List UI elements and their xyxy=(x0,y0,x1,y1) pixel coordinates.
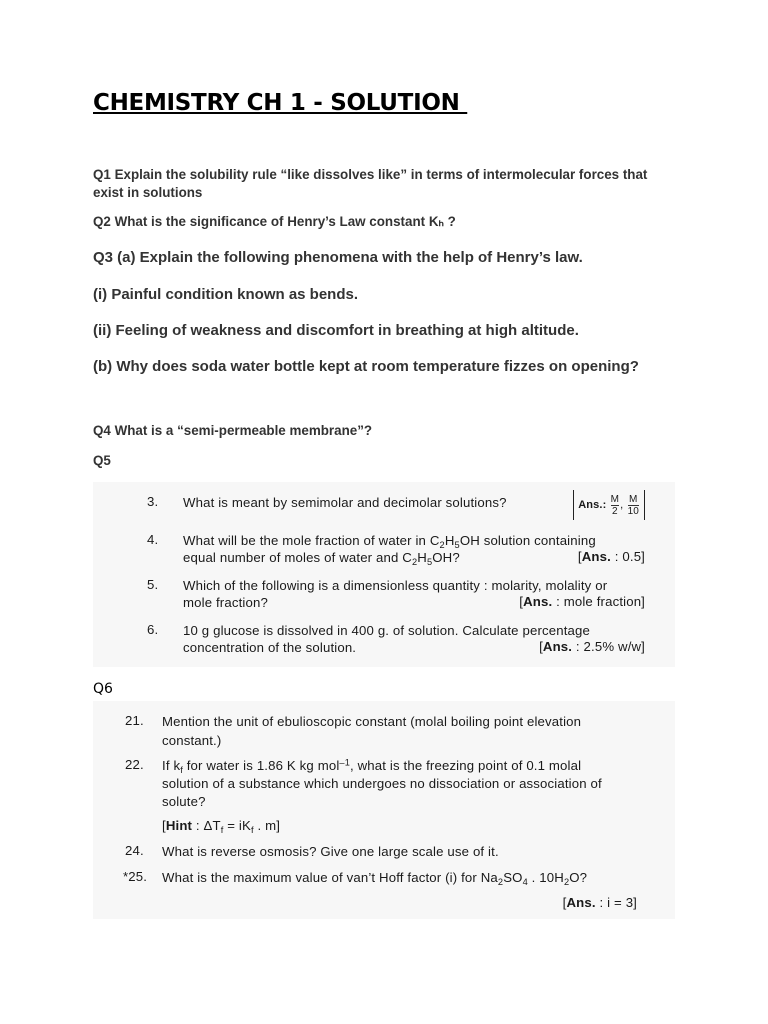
item-text: What is reverse osmosis? Give one large scale use of it. xyxy=(162,844,499,859)
item-text-line-2: constant.) xyxy=(162,733,222,748)
question-6-label: Q6 xyxy=(93,681,113,697)
question-3i: (i) Painful condition known as bends. xyxy=(93,286,359,303)
q6-item-24 xyxy=(93,841,675,861)
page-title: CHEMISTRY CH 1 - SOLUTION xyxy=(93,90,468,116)
item-number: *25. xyxy=(123,869,148,884)
item-text: What is meant by semimolar and decimolar solutions? xyxy=(183,495,507,510)
item-text-line-2: solution of a substance which undergoes no dissociation or association of xyxy=(162,776,602,791)
q5-scan-image xyxy=(93,482,675,667)
item-text-line-3: solute? xyxy=(162,794,206,809)
item-text-line-2: mole fraction? xyxy=(183,595,268,610)
question-3ii: (ii) Feeling of weakness and discomfort in breathing at high altitude. xyxy=(93,322,579,339)
hint: [Hint : $\Delta T_f = iK_f$ . m] xyxy=(162,818,281,835)
item-number: 5. xyxy=(147,577,159,592)
item-text-line-1: Mention the unit of ebulioscopic constant (molal boiling point elevation xyxy=(162,714,582,729)
q5-item-3 xyxy=(93,490,675,522)
item-number: 21. xyxy=(125,713,144,728)
answer-fraction-2: $\frac{M}{10}$ xyxy=(627,493,639,517)
q5-item-5 xyxy=(93,575,675,611)
question-1: Q1 Explain the solubility rule “like dissolves like” in terms of intermolecular forces that exist in solutions xyxy=(93,167,648,200)
item-text-line-2: equal number of moles of water and $C_2H_5OH$? xyxy=(183,550,460,567)
question-3b: (b) Why does soda water bottle kept at room temperature fizzes on opening? xyxy=(93,358,639,375)
item-number: 4. xyxy=(147,532,159,547)
q5-item-4 xyxy=(93,530,675,566)
item-number: 3. xyxy=(147,494,159,509)
answer: [Ans. : 0.5] xyxy=(577,549,645,564)
question-3a: Q3 (a) Explain the following phenomena with the help of Henry’s law. xyxy=(93,249,583,266)
q6-item-25 xyxy=(93,867,675,887)
answer-label: Ans.: xyxy=(578,499,607,511)
item-text-line-2: concentration of the solution. xyxy=(183,640,357,655)
item-text-line-1: What will be the mole fraction of water in $C_2H_5OH$ solution containing xyxy=(183,533,596,550)
item-number: 22. xyxy=(125,757,144,772)
answer-box: Ans.: $\frac{M}{2}$ , $\frac{M}{10}$ xyxy=(573,490,645,520)
item-text-line-1: If $k_f$ for water is 1.86 K kg mol$^{-1}$, what is the freezing point of 0.1 molal xyxy=(162,757,582,775)
q6-item-21 xyxy=(93,711,675,747)
answer: [Ans. : i = 3] xyxy=(562,895,637,910)
question-4: Q4 What is a “semi-permeable membrane”? xyxy=(93,423,373,438)
answer: [Ans. : 2.5% w/w] xyxy=(539,639,645,654)
answer-fraction-1: $\frac{M}{2}$ xyxy=(610,493,620,517)
item-text-line-1: 10 g glucose is dissolved in 400 g. of solution. Calculate percentage xyxy=(183,623,590,638)
item-number: 24. xyxy=(125,843,144,858)
answer: [Ans. : mole fraction] xyxy=(519,594,645,609)
item-number: 6. xyxy=(147,622,159,637)
q6-scan-image xyxy=(93,701,675,919)
question-5-label: Q5 xyxy=(93,453,111,468)
item-text-line-1: Which of the following is a dimensionless quantity : molarity, molality or xyxy=(183,578,608,593)
item-text: What is the maximum value of van’t Hoff factor (i) for $Na_2SO_4$ . $10H_2O$? xyxy=(162,870,588,887)
q6-hint xyxy=(93,815,675,835)
q5-item-6 xyxy=(93,620,675,656)
q6-item-22 xyxy=(93,755,675,815)
question-2: Q2 What is the significance of Henry’s Law constant Kₕ ? xyxy=(93,214,456,229)
q6-answer xyxy=(93,893,675,913)
